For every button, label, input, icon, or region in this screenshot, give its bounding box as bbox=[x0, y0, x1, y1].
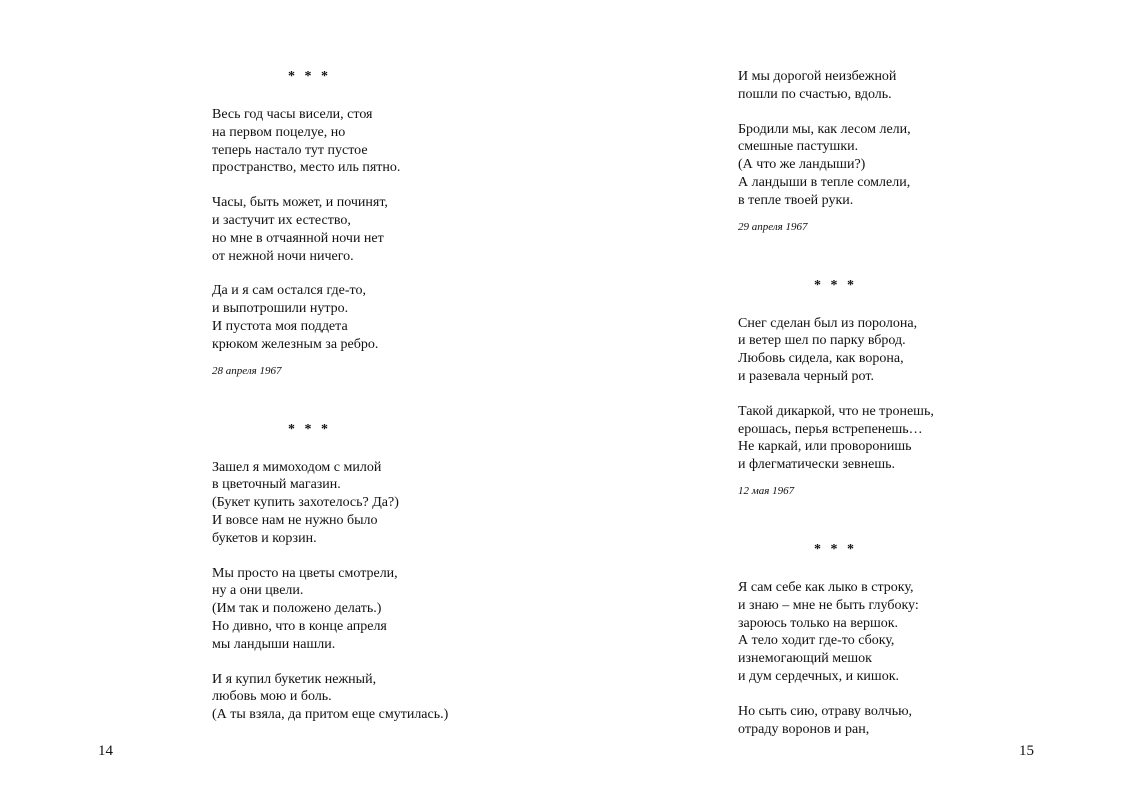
stanza bbox=[738, 403, 1068, 474]
poem-line: в тепле твоей руки. bbox=[738, 192, 854, 208]
poem-line: Мы просто на цветы смотрели, bbox=[212, 565, 398, 581]
poem-line: Бродили мы, как лесом лели, bbox=[738, 121, 911, 137]
poem-line: пространство, место иль пятно. bbox=[212, 160, 401, 176]
poem-line: изнемогающий мешок bbox=[738, 651, 872, 667]
poem-line: и знаю – мне не быть глубоку: bbox=[738, 597, 919, 613]
poem-date: 12 мая 1967 bbox=[738, 484, 795, 497]
poem-heading-stars: * * * bbox=[288, 421, 331, 437]
poem bbox=[212, 421, 512, 724]
poem-line: и разевала черный рот. bbox=[738, 368, 874, 384]
poem-line: и флегматически зевнешь. bbox=[738, 457, 896, 473]
poem-line: на первом поцелуе, но bbox=[212, 124, 346, 140]
poem-line: И пустота моя поддета bbox=[212, 318, 348, 334]
stanza bbox=[212, 459, 512, 548]
poem-line: А тело ходит где-то сбоку, bbox=[738, 633, 895, 649]
stanza bbox=[738, 579, 1068, 686]
poem-line: букетов и корзин. bbox=[212, 530, 317, 546]
stanza bbox=[212, 194, 512, 265]
poem-line: зароюсь только на вершок. bbox=[738, 615, 899, 631]
poem-line: (Им так и положено делать.) bbox=[212, 601, 382, 617]
stanza bbox=[212, 282, 512, 353]
poem-line: Я сам себе как лыко в строку, bbox=[738, 579, 914, 595]
poem-line: (А что же ландыши?) bbox=[738, 157, 866, 173]
poem-line: от нежной ночи ничего. bbox=[212, 248, 354, 264]
poem-line: любовь мою и боль. bbox=[212, 689, 332, 705]
page-number: 15 bbox=[1019, 743, 1034, 759]
poem-line: Но сыть сию, отраву волчью, bbox=[738, 703, 913, 719]
poem-line: И вовсе нам не нужно было bbox=[212, 512, 378, 528]
poem-line: Зашел я мимоходом с милой bbox=[212, 459, 382, 475]
poem-line: и ветер шел по парку вброд. bbox=[738, 333, 906, 349]
poem bbox=[738, 277, 1068, 498]
poem-line: И мы дорогой неизбежной bbox=[738, 69, 897, 84]
poem-line: А ландыши в тепле сомлели, bbox=[738, 174, 911, 190]
poem-line: теперь настало тут пустое bbox=[212, 142, 368, 158]
poem-line: ну а они цвели. bbox=[212, 583, 304, 599]
stanza bbox=[212, 106, 512, 177]
poem-line: Да и я сам остался где-то, bbox=[212, 283, 366, 299]
poem-heading-stars: * * * bbox=[814, 277, 857, 293]
poem-line: Не каркай, или проворонишь bbox=[738, 439, 912, 455]
poem-line: И я купил букетик нежный, bbox=[212, 671, 377, 687]
right-page-text bbox=[738, 68, 1068, 755]
poem-line: Любовь сидела, как ворона, bbox=[738, 351, 904, 367]
stanza bbox=[738, 315, 1068, 386]
poem-date: 29 апреля 1967 bbox=[738, 220, 808, 233]
poem-continuation bbox=[738, 68, 1068, 234]
poem-line: отраду воронов и ран, bbox=[738, 721, 870, 737]
stanza bbox=[212, 671, 512, 724]
poem-heading-stars: * * * bbox=[814, 541, 857, 557]
poem-line: Снег сделан был из поролона, bbox=[738, 315, 918, 331]
poem-line: ерошась, перья встрепенешь… bbox=[738, 421, 923, 437]
poem-line: Часы, быть может, и починят, bbox=[212, 195, 388, 211]
poem-line: и дум сердечных, и кишок. bbox=[738, 668, 899, 684]
stanza bbox=[212, 565, 512, 654]
poem bbox=[212, 68, 512, 378]
poem-line: но мне в отчаянной ночи нет bbox=[212, 230, 384, 246]
right-page bbox=[566, 0, 1132, 800]
poem bbox=[738, 541, 1068, 738]
poem-line: мы ландыши нашли. bbox=[212, 636, 336, 652]
poem-line: (А ты взяла, да притом еще смутилась.) bbox=[212, 707, 449, 723]
stanza bbox=[738, 68, 1068, 104]
page-number: 14 bbox=[98, 743, 113, 759]
poem-line: в цветочный магазин. bbox=[212, 477, 341, 493]
poem-line: и выпотрошили нутро. bbox=[212, 301, 349, 317]
poem-date: 28 апреля 1967 bbox=[212, 364, 282, 377]
poem-line: пошли по счастью, вдоль. bbox=[738, 86, 892, 102]
poem-line: (Букет купить захотелось? Да?) bbox=[212, 495, 399, 511]
poem-line: смешные пастушки. bbox=[738, 139, 859, 155]
poem-line: Но дивно, что в конце апреля bbox=[212, 618, 387, 634]
stanza bbox=[738, 121, 1068, 210]
left-page-text bbox=[212, 68, 512, 741]
poem-heading-stars: * * * bbox=[288, 69, 331, 84]
poem-line: Весь год часы висели, стоя bbox=[212, 107, 373, 122]
poem-line: и застучит их естество, bbox=[212, 212, 351, 228]
stanza bbox=[738, 703, 1068, 739]
poem-line: крюком железным за ребро. bbox=[212, 336, 379, 352]
poem-line: Такой дикаркой, что не тронешь, bbox=[738, 403, 934, 419]
